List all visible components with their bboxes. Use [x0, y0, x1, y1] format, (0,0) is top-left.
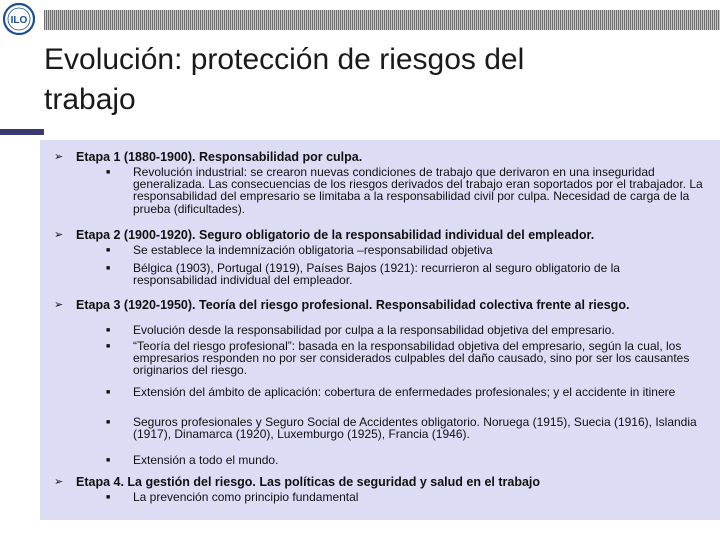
square-bullet-icon: ■	[106, 343, 111, 350]
header-decorative-bar	[44, 10, 720, 30]
square-bullet-icon: ■	[106, 265, 111, 272]
ilo-logo	[2, 2, 36, 38]
title-line-2: trabajo	[44, 83, 136, 116]
arrowhead-icon: ➢	[54, 229, 64, 241]
stage-title: Etapa 4. La gestión del riesgo. Las políticas de seguridad y salud en el trabajo	[76, 475, 541, 489]
stage-title: Etapa 3 (1920-1950). Teoría del riesgo profesional. Responsabilidad colectiva frente al riesgo.	[76, 298, 630, 312]
square-bullet-icon: ■	[106, 494, 111, 501]
list-item-text: Evolución desde la responsabilidad por culpa a la responsabilidad objetiva del empresario.	[133, 323, 615, 337]
arrowhead-icon: ➢	[54, 151, 64, 163]
square-bullet-icon: ■	[106, 327, 111, 334]
square-bullet-icon: ■	[106, 457, 111, 464]
square-bullet-icon: ■	[106, 389, 111, 396]
arrowhead-icon: ➢	[54, 476, 64, 488]
list-item-text: Seguros profesionales y Seguro Social de Accidentes obligatorio. Noruega (1915), Suecia (1916), Islandia (1917), Dinamarca (1920), Luxemburgo (1925), Francia (1946).	[133, 415, 697, 442]
square-bullet-icon: ■	[106, 247, 111, 254]
list-item-text: La prevención como principio fundamental	[133, 490, 359, 504]
stage-title: Etapa 1 (1880-1900). Responsabilidad por culpa.	[76, 150, 363, 164]
content-panel	[40, 140, 720, 520]
square-bullet-icon: ■	[106, 169, 111, 176]
list-item-text: Revolución industrial: se crearon nuevas condiciones de trabajo que derivaron en una inseguridad generalizada. Las consecuencias de los riesgos derivados del trabajo eran soportados por el trabajador. La responsabilidad del empresario se limitaba a la responsabilidad civil por culpa. Necesidad de carga de la prueba (dificultades).	[133, 165, 703, 216]
square-bullet-icon: ■	[106, 419, 111, 426]
list-item-text: “Teoría del riesgo profesional”: basada en la responsabilidad objetiva del empresario, según la cual, los empresarios responden no por ser considerados culpables del daño causado, sino por ser los causantes originarios del riesgo.	[133, 339, 690, 378]
list-item-text: Bélgica (1903), Portugal (1919), Países Bajos (1921): recurrieron al seguro obligatorio de la responsabilidad individual del empleador.	[133, 261, 620, 288]
list-item-text: Extensión del ámbito de aplicación: cobertura de enfermedades profesionales; y el accidente in itinere	[133, 385, 676, 399]
logo-text: ILO	[10, 15, 28, 26]
stage-title: Etapa 2 (1900-1920). Seguro obligatorio de la responsabilidad individual del empleador.	[76, 228, 595, 242]
arrowhead-icon: ➢	[54, 299, 64, 311]
list-item-text: Se establece la indemnización obligatoria –responsabilidad objetiva	[133, 243, 493, 257]
page-title	[44, 40, 684, 120]
title-accent-rule	[0, 129, 44, 135]
list-item-text: Extensión a todo el mundo.	[133, 453, 279, 467]
title-line-1: Evolución: protección de riesgos del	[44, 43, 525, 76]
